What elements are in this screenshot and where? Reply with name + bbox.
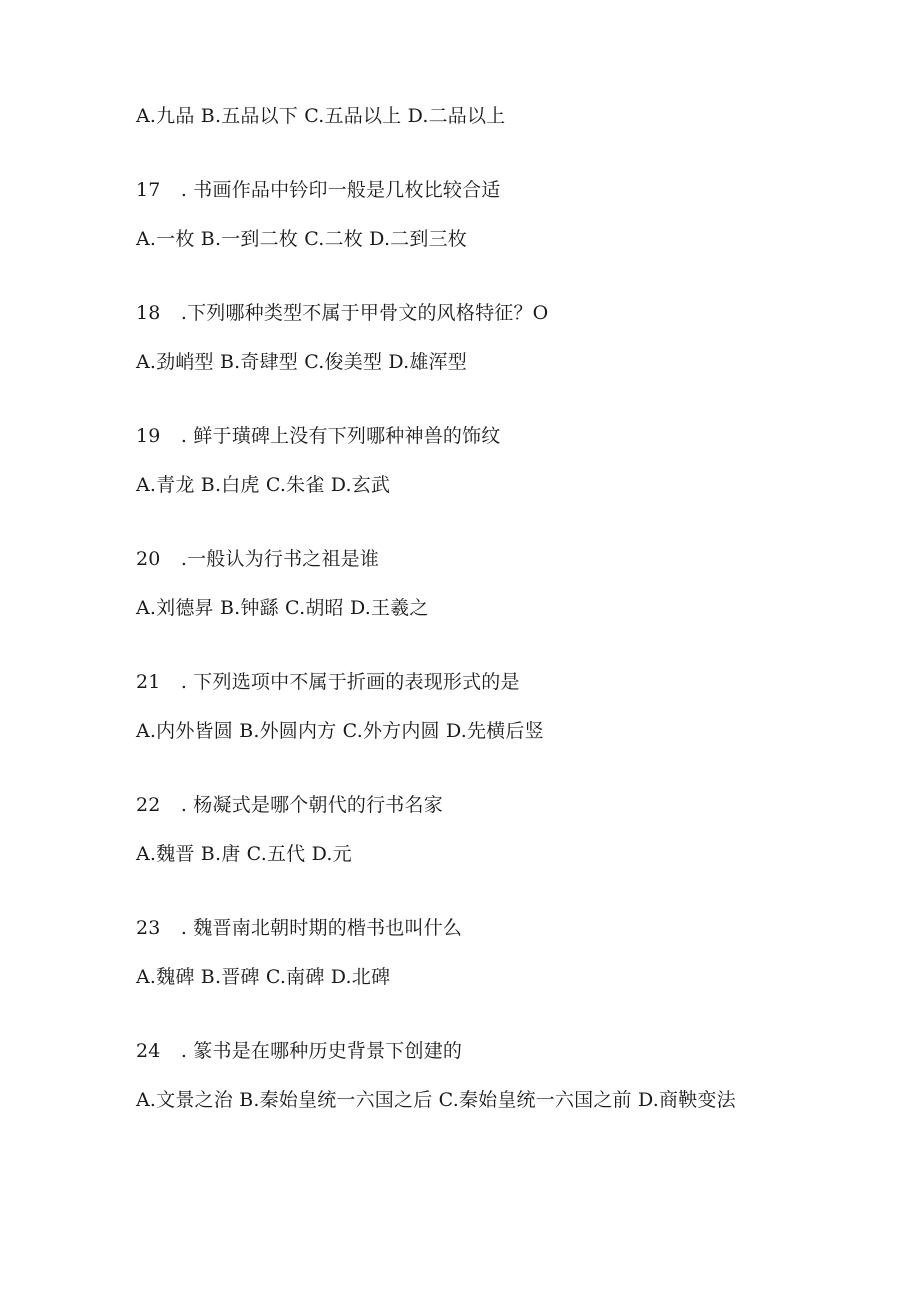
question-text: . 书画作品中钤印一般是几枚比较合适 <box>180 179 501 201</box>
options-text: A.九品 B.五品以下 C.五品以上 D.二品以上 <box>136 105 506 127</box>
options-line-16 <box>136 103 505 129</box>
question-number: 21 <box>136 671 161 693</box>
question-text: . 下列选项中不属于折画的表现形式的是 <box>180 671 520 693</box>
question-number: 17 <box>136 179 161 201</box>
options-text: A.一枚 B.一到二枚 C.二枚 D.二到三枚 <box>136 228 467 250</box>
options-line-21 <box>136 718 544 744</box>
options-line-17 <box>136 226 467 252</box>
question-text: .一般认为行书之祖是谁 <box>180 548 380 570</box>
question-number: 20 <box>136 548 161 570</box>
options-line-18 <box>136 349 467 375</box>
question-text: . 鲜于璜碑上没有下列哪种神兽的饰纹 <box>180 425 501 447</box>
question-text: . 魏晋南北朝时期的楷书也叫什么 <box>180 917 463 939</box>
question-line-21 <box>136 669 520 695</box>
options-text: A.劲峭型 B.奇肆型 C.俊美型 D.雄浑型 <box>136 351 467 373</box>
question-line-19 <box>136 423 501 449</box>
options-text: A.内外皆圆 B.外圆内方 C.外方内圆 D.先横后竖 <box>136 720 544 742</box>
options-text: A.文景之治 B.秦始皇统一六国之后 C.秦始皇统一六国之前 D.商鞅变法 <box>136 1089 736 1111</box>
options-line-19 <box>136 472 390 498</box>
question-line-20 <box>136 546 379 572</box>
question-text: . 篆书是在哪种历史背景下创建的 <box>180 1040 463 1062</box>
question-line-17 <box>136 177 501 203</box>
options-line-24 <box>136 1087 736 1113</box>
options-text: A.魏碑 B.晋碑 C.南碑 D.北碑 <box>136 966 391 988</box>
question-text: .下列哪种类型不属于甲骨文的风格特征？O <box>180 302 549 324</box>
question-number: 23 <box>136 917 161 939</box>
options-text: A.魏晋 B.唐 C.五代 D.元 <box>136 843 352 865</box>
options-line-22 <box>136 841 352 867</box>
question-line-24 <box>136 1038 462 1064</box>
question-number: 24 <box>136 1040 161 1062</box>
question-number: 18 <box>136 302 161 324</box>
question-number: 19 <box>136 425 161 447</box>
options-line-20 <box>136 595 429 621</box>
question-text: . 杨凝式是哪个朝代的行书名家 <box>180 794 443 816</box>
options-text: A.青龙 B.白虎 C.朱雀 D.玄武 <box>136 474 391 496</box>
question-line-22 <box>136 792 443 818</box>
options-line-23 <box>136 964 390 990</box>
question-line-18 <box>136 300 548 326</box>
options-text: A.刘德昇 B.钟繇 C.胡昭 D.王羲之 <box>136 597 429 619</box>
question-number: 22 <box>136 794 161 816</box>
question-line-23 <box>136 915 462 941</box>
